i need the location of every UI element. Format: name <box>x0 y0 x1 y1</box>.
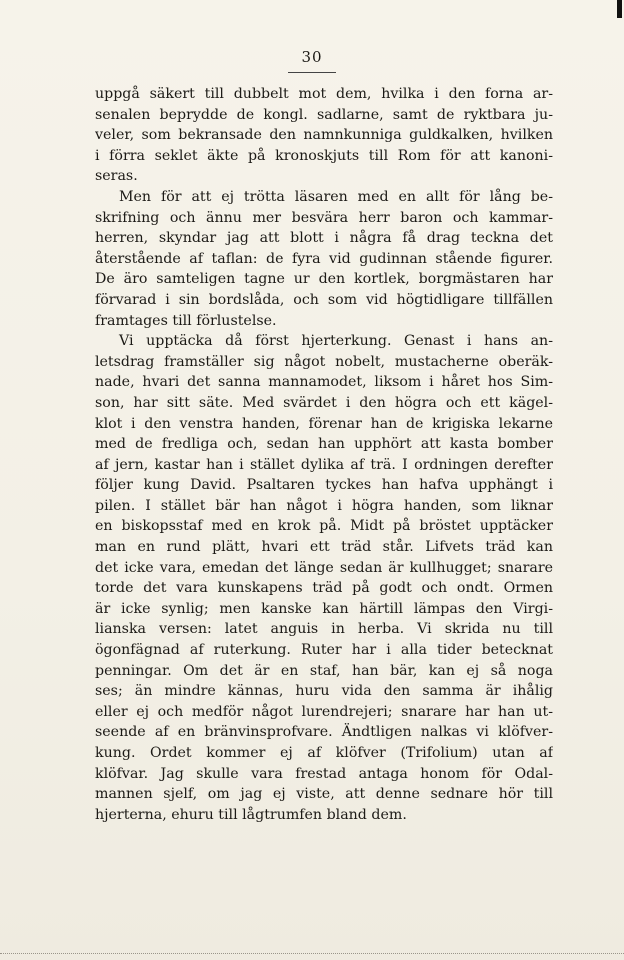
text-line: son, har sitt säte. Med svärdet i den högra och ett kägel- <box>95 394 553 411</box>
text-line: lianska versen: latet anguis in herba. Vi skrida nu till <box>95 621 553 638</box>
text-line: De äro samteligen tagne ur den kortlek, borgmästaren har <box>95 271 553 288</box>
text-line: följer kung David. Psaltaren tyckes han hafva upphängt i <box>95 477 553 494</box>
text-line: ses; än mindre kännas, huru vida den samma är ihålig <box>95 683 553 700</box>
text-line: i förra seklet äkte på kronoskjuts till Rom för att kanoni- <box>95 147 553 164</box>
text-line: penningar. Om det är en staf, han bär, kan ej så noga <box>95 662 553 679</box>
text-line: mannen sjelf, om jag ej viste, att denne sednare hör till <box>95 786 553 803</box>
text-line: pilen. I stället bär han något i högra handen, som liknar <box>95 497 553 514</box>
edge-mark <box>617 0 622 18</box>
text-line: ögonfägnad af ruterkung. Ruter har i alla tider betecknat <box>95 642 553 659</box>
text-line: nade, hvari det sanna mannamodet, liksom i håret hos Sim- <box>95 374 553 391</box>
text-line: eller ej och medför något lurendrejeri; snarare har han ut- <box>95 703 553 720</box>
text-line: förvarad i sin bordslåda, och som vid högtidligare tillfällen <box>95 291 553 308</box>
text-line: klöfvar. Jag skulle vara frestad antaga honom för Odal- <box>95 765 553 782</box>
text-line: uppgå säkert till dubbelt mot dem, hvilka i den forna ar- <box>95 86 553 102</box>
body-text <box>95 84 553 825</box>
page-number-rule <box>288 72 336 73</box>
text-line: seende af en bränvinsprofvare. Ändtligen nalkas vi klöfver- <box>95 724 553 741</box>
text-line: skrifning och ännu mer besvära herr baron och kammar- <box>95 209 553 226</box>
text-line: kung. Ordet kommer ej af klöfver (Trifolium) utan af <box>95 745 553 761</box>
bottom-edge-dots <box>0 953 624 958</box>
text-line: senalen beprydde de kongl. sadlarne, samt de ryktbara ju- <box>95 106 553 123</box>
text-line: klot i den venstra handen, förenar han de krigiska lekarne <box>95 415 553 432</box>
page-number: 30 <box>301 48 323 66</box>
text-line: letsdrag framställer sig något nobelt, mustacherne oberäk- <box>95 353 553 370</box>
text-line: återstående af taflan: de fyra vid gudinnan stående figurer. <box>95 250 553 267</box>
text-line: torde det vara kunskapens träd på godt och ondt. Ormen <box>95 580 553 597</box>
text-line: är icke synlig; men kanske kan härtill lämpas den Virgi- <box>95 600 553 617</box>
text-line: en biskopsstaf med en krok på. Midt på bröstet upptäcker <box>95 518 553 535</box>
text-line: hjerterna, ehuru till lågtrumfen bland dem. <box>95 806 407 823</box>
text-line: framtages till förlustelse. <box>95 312 277 329</box>
text-line: af jern, kastar han i stället dylika af trä. I ordningen derefter <box>95 456 553 473</box>
text-line: veler, som bekransade den namnkunniga guldkalken, hvilken <box>95 127 553 144</box>
text-line: med de fredliga och, sedan han upphört att kasta bomber <box>95 436 553 453</box>
text-line: Men för att ej trötta läsaren med en allt för lång be- <box>119 188 553 205</box>
text-line: Vi upptäcka då först hjerterkung. Genast i hans an- <box>119 333 553 350</box>
text-line: herren, skyndar jag att blott i några få drag teckna det <box>95 230 553 247</box>
text-line: det icke vara, emedan det länge sedan är kullhugget; snarare <box>95 559 553 576</box>
text-line: man en rund plätt, hvari ett träd står. Lifvets träd kan <box>95 539 553 556</box>
text-line: seras. <box>95 168 138 185</box>
